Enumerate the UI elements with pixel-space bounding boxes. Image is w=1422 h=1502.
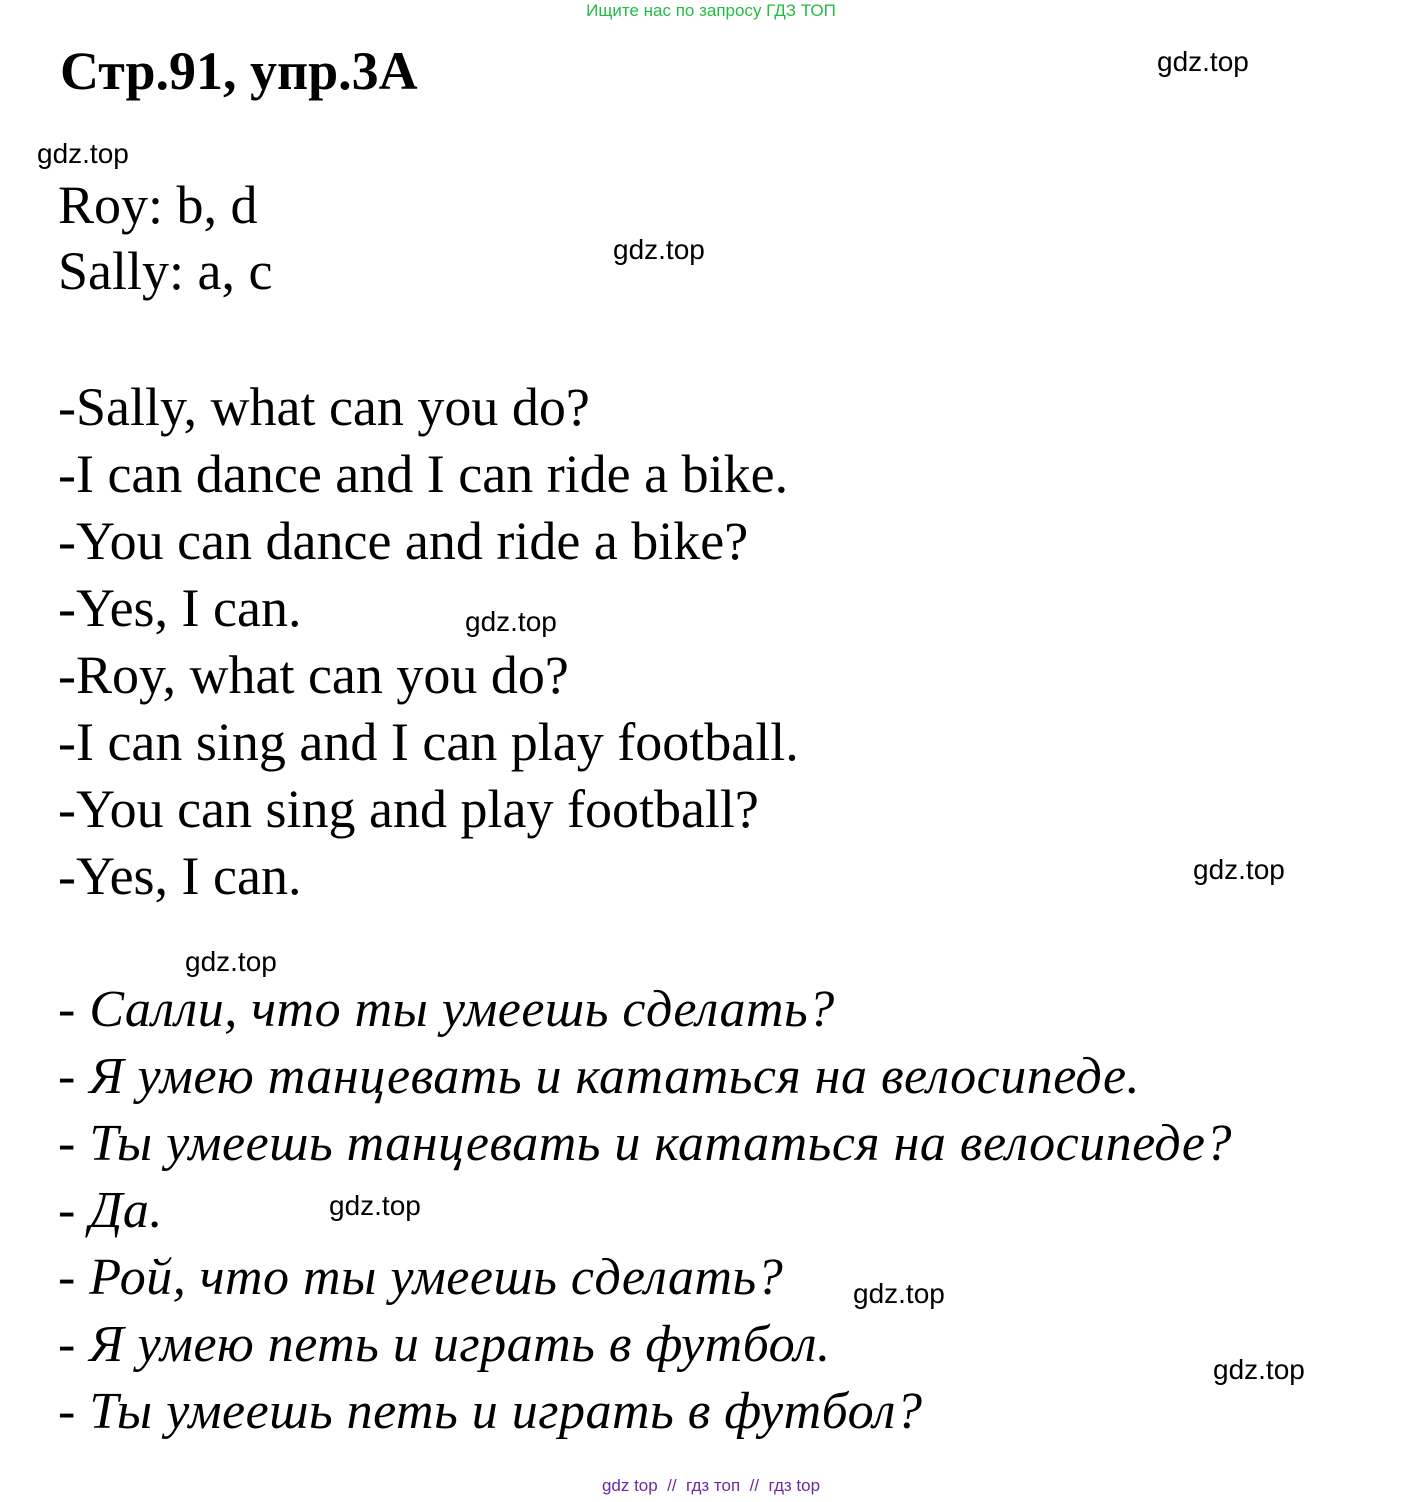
watermark: gdz.top — [613, 234, 705, 265]
dialogue-en-line: -I can sing and I can play football. — [58, 712, 799, 772]
answer-roy: Roy: b, d — [58, 175, 258, 235]
dialogue-ru-line: - Я умею танцевать и кататься на велосипеде. — [58, 1048, 1141, 1105]
search-hint-banner: Ищите нас по запросу ГДЗ ТОП — [586, 1, 836, 20]
footer-links: gdz top // гдз топ // гдз top — [601, 1476, 821, 1495]
dialogue-ru-line: - Ты умеешь танцевать и кататься на велосипеде? — [58, 1115, 1232, 1172]
dialogue-en-line: -You can dance and ride a bike? — [58, 511, 749, 571]
watermark: gdz.top — [1193, 854, 1285, 885]
watermark: gdz.top — [185, 946, 277, 977]
dialogue-en-line: -Roy, what can you do? — [58, 645, 569, 705]
watermark: gdz.top — [37, 138, 129, 169]
dialogue-en-line: -Yes, I can. — [58, 578, 302, 638]
page-title: Стр.91, упр.3A — [60, 41, 418, 101]
dialogue-en-line: -I can dance and I can ride a bike. — [58, 444, 789, 504]
watermark: gdz.top — [329, 1190, 421, 1221]
dialogue-en-line: -Sally, what can you do? — [58, 377, 590, 437]
dialogue-ru-line: - Салли, что ты умеешь сделать? — [58, 981, 835, 1038]
dialogue-ru-line: - Я умею петь и играть в футбол. — [58, 1316, 831, 1373]
dialogue-ru-line: - Ты умеешь петь и играть в футбол? — [58, 1383, 923, 1440]
watermark: gdz.top — [465, 606, 557, 637]
dialogue-ru-line: - Да. — [58, 1182, 163, 1239]
dialogue-ru-line: - Рой, что ты умеешь сделать? — [58, 1249, 784, 1306]
dialogue-en-line: -Yes, I can. — [58, 846, 302, 906]
watermark: gdz.top — [1213, 1354, 1305, 1385]
answer-sally: Sally: a, c — [58, 241, 273, 301]
watermark: gdz.top — [1157, 46, 1249, 77]
watermark: gdz.top — [853, 1278, 945, 1309]
dialogue-en-line: -You can sing and play football? — [58, 779, 759, 839]
